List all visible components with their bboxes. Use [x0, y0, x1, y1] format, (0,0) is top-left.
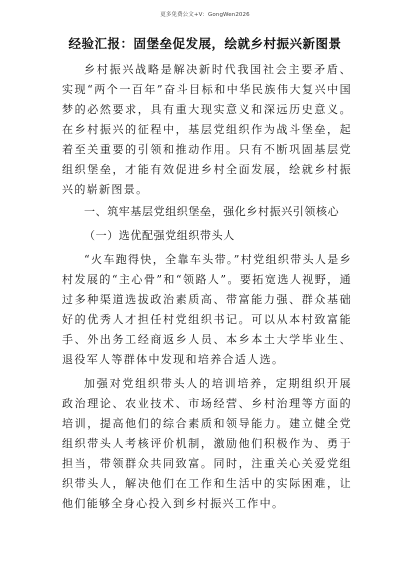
subsection-heading-1: （一）选优配强党组织带头人 — [84, 229, 235, 242]
document-body — [62, 60, 352, 514]
body-paragraph-2: “火车跑得快，全靠车头带。”村党组织带头人是乡村发展的“主心骨”和“领路人”。要拓宽选人视野，通过多种渠道选拔政治素质高、带富能力强、群众基础好的优秀人才担任村党组织书记。可以从本村致富能手、外出务工经商返乡人员、本乡本土大学毕业生、退役军人等群体中发现和培养合适人选。 — [62, 253, 352, 366]
section-heading-1: 一、筑牢基层党组织堡垒，强化乡村振兴引领核心 — [84, 205, 340, 218]
body-paragraph-3: 加强对党组织带头人的培训培养，定期组织开展政治理论、农业技术、市场经营、乡村治理等方面的培训，提高他们的综合素质和领导能力。建立健全党组织带头人考核评价机制，激励他们积极作为、勇于担当，带领群众共同致富。同时，注重关心关爱党组织带头人，解决他们在工作和生活中的实际困难，让他们能够全身心投入到乡村振兴工作中。 — [62, 377, 352, 510]
intro-paragraph: 乡村振兴战略是解决新时代我国社会主要矛盾、实现“两个一百年”奋斗目标和中华民族伟大复兴中国梦的必然要求，具有重大现实意义和深远历史意义。在乡村振兴的征程中，基层党组织作为战斗堡垒，起着至关重要的引领和推动作用。只有不断巩固基层党组织堡垒，才能有效促进乡村全面发展，绘就乡村振兴的崭新图景。 — [62, 63, 352, 196]
document-title: 经验汇报：固堡垒促发展，绘就乡村振兴新图景 — [68, 36, 342, 51]
header-note: 更多免费公文+V：GongWen2026 — [160, 12, 250, 18]
